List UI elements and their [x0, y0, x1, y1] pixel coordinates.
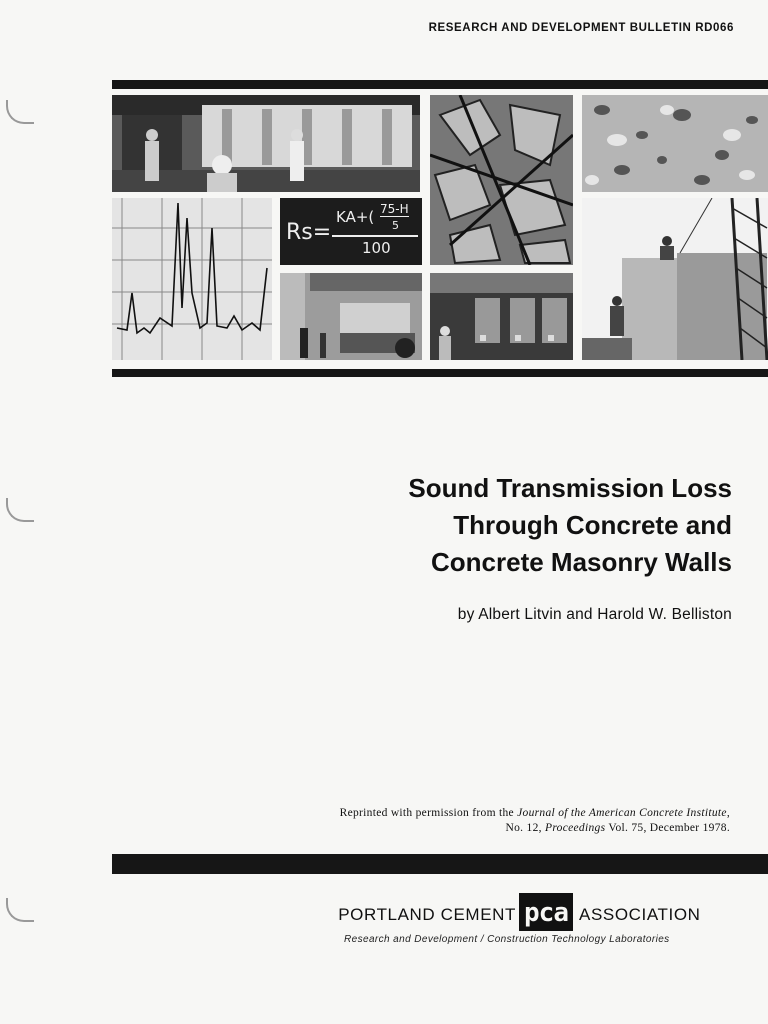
reprint-text: No. 12, [505, 822, 545, 834]
top-rule [112, 80, 768, 89]
binder-hole-mark [6, 498, 34, 522]
division-subtitle: Research and Development / Construction Technology Laboratories [344, 934, 670, 945]
association-name-left: PORTLAND CEMENT [338, 905, 516, 924]
formula-lhs: Rs= [286, 220, 332, 245]
formula-inner-bottom: 5 [392, 219, 399, 232]
collage-bottom-rule [112, 369, 768, 377]
pca-logo: pca [519, 893, 573, 931]
photo-concrete-texture [582, 95, 768, 192]
photo-wall-construction [582, 198, 768, 360]
reprint-text: Vol. 75, December 1978. [605, 822, 730, 834]
bulletin-label: RESEARCH AND DEVELOPMENT BULLETIN RD066 [428, 22, 734, 34]
photo-aggregate-closeup [430, 95, 573, 265]
document-title [408, 470, 732, 581]
proceedings-name: Proceedings [545, 822, 606, 834]
formula-panel [280, 198, 422, 265]
reprint-line-1 [340, 806, 730, 821]
reprint-text: , [726, 807, 730, 819]
journal-name: Journal of the American Concrete Institute [517, 807, 727, 819]
title-line: Sound Transmission Loss [408, 473, 732, 503]
formula-denominator: 100 [362, 239, 391, 257]
formula-fraction-line [332, 235, 418, 237]
formula-inner-top: 75-H [380, 202, 409, 216]
binder-hole-mark [6, 100, 34, 124]
reprint-notice [340, 806, 730, 836]
title-line: Concrete Masonry Walls [430, 547, 732, 577]
association-name-right: ASSOCIATION [579, 905, 701, 924]
photo-test-facility [280, 273, 422, 360]
authors-byline: by Albert Litvin and Harold W. Belliston [457, 606, 732, 623]
photo-lab-equipment [430, 273, 573, 360]
reprint-line-2 [340, 821, 730, 836]
title-line: Through Concrete and [453, 510, 732, 540]
reprint-text: Reprinted with permission from the [339, 807, 518, 819]
formula-numerator: KA+( [336, 208, 375, 226]
footer-rule [112, 854, 768, 874]
graph-frequency-chart [112, 198, 272, 360]
photo-lab-workers [112, 95, 420, 192]
